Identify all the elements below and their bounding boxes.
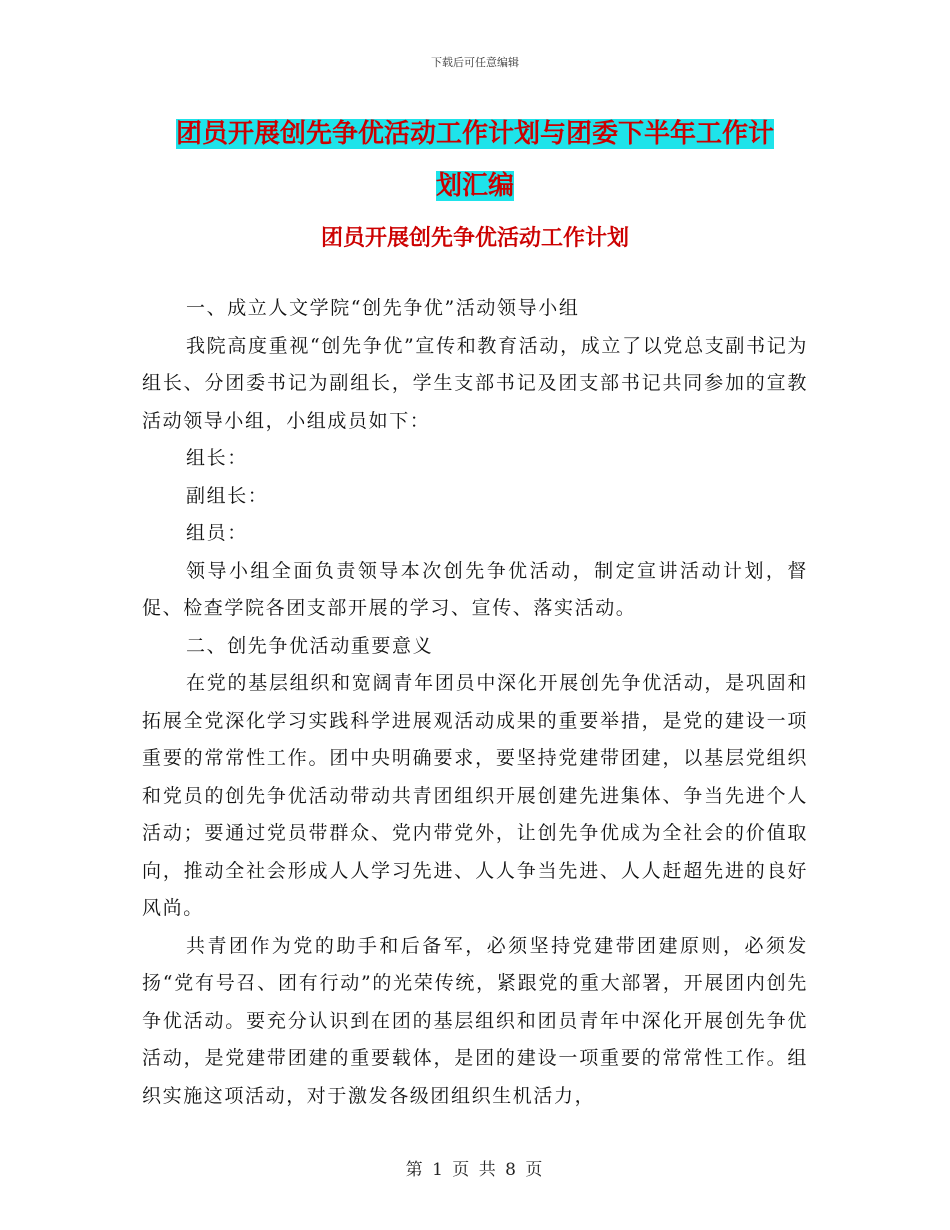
paragraph-intro: 我院高度重视“创先争优”宣传和教育活动，成立了以党总支副书记为组长、分团委书记为副组长，学生支部书记及团支部书记共同参加的宣教活动领导小组，小组成员如下： bbox=[142, 334, 808, 432]
paragraph-league-role: 共青团作为党的助手和后备军，必须坚持党建带团建原则，必须发扬“党有号召、团有行动”的光荣传统，紧跟党的重大部署，开展团内创先争优活动。要充分认识到在团的基层组织和团员青年中深化开展创先争优活动，是党建带团建的重要载体，是团的建设一项重要的常常性工作。组织实施这项活动，对于激发各级团组织生机活力， bbox=[142, 934, 808, 1107]
heading-leadership-group: 一、成立人文学院“创先争优”活动领导小组 bbox=[186, 297, 580, 319]
heading-significance: 二、创先争优活动重要意义 bbox=[186, 634, 434, 657]
header-note: 下载后可任意编辑 bbox=[431, 56, 519, 69]
member-leader-label: 组长： bbox=[186, 447, 248, 469]
document-body bbox=[142, 290, 808, 1115]
document-title bbox=[140, 108, 810, 212]
paragraph-responsibility: 领导小组全面负责领导本次创先争优活动，制定宣讲活动计划，督促、检查学院各团支部开展的学习、宣传、落实活动。 bbox=[142, 559, 808, 619]
page-number: 第 1 页 共 8 页 bbox=[405, 1160, 545, 1180]
member-deputy-label: 副组长： bbox=[186, 484, 269, 507]
member-members-label: 组员： bbox=[186, 522, 248, 544]
document-title-line1: 团员开展创先争优活动工作计划与团委下半年工作计 bbox=[175, 119, 774, 149]
document-title-line2: 划汇编 bbox=[435, 171, 514, 201]
section-title: 团员开展创先争优活动工作计划 bbox=[320, 226, 629, 251]
paragraph-significance: 在党的基层组织和宽阔青年团员中深化开展创先争优活动，是巩固和拓展全党深化学习实践科学进展观活动成果的重要举措，是党的建设一项重要的常常性工作。团中央明确要求，要坚持党建带团建，以基层党组织和党员的创先争优活动带动共青团组织开展创建先进集体、争当先进个人活动；要通过党员带群众、党内带党外，让创先争优成为全社会的价值取向，推动全社会形成人人学习先进、人人争当先进、人人赶超先进的良好风尚。 bbox=[142, 672, 808, 919]
